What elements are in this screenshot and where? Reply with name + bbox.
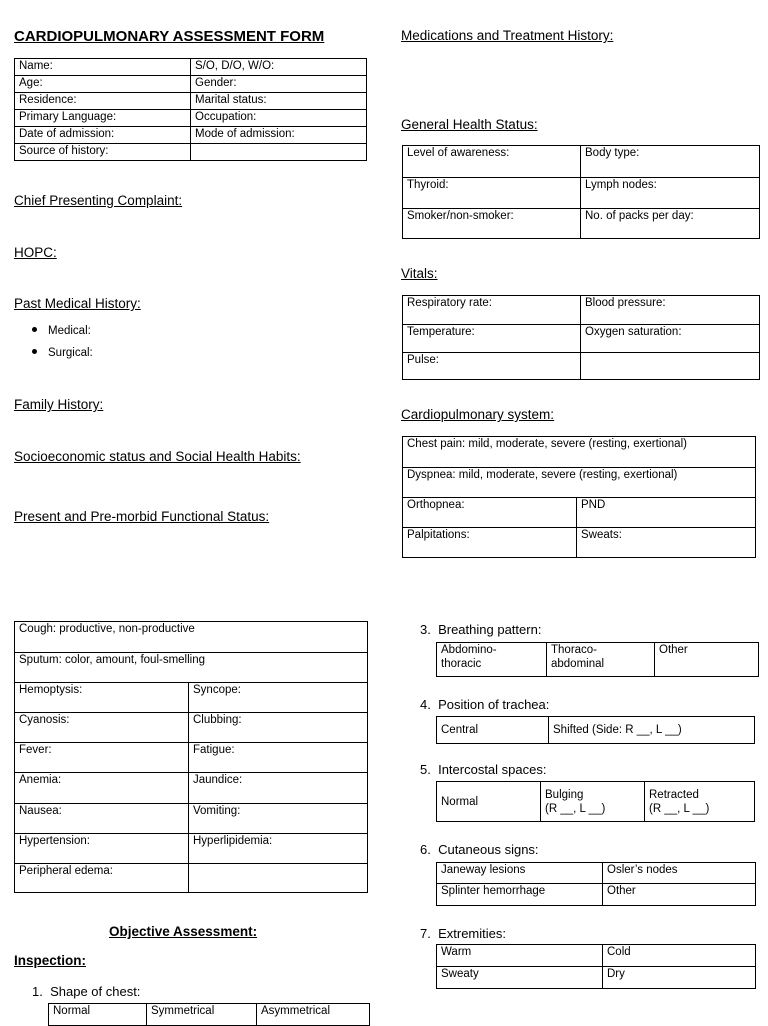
cyanosis-cell[interactable]: Cyanosis: (15, 713, 189, 743)
date-of-admission-cell[interactable]: Date of admission: (15, 127, 191, 144)
dyspnea-cell[interactable]: Dyspnea: mild, moderate, severe (resting, exertional) (403, 468, 756, 498)
pulse-cell[interactable]: Pulse: (403, 353, 581, 380)
extremities-label: 7. Extremities: (420, 926, 506, 941)
peripheral-edema-cell[interactable]: Peripheral edema: (15, 864, 189, 893)
symptoms-table (14, 621, 368, 893)
anemia-cell[interactable]: Anemia: (15, 773, 189, 804)
nausea-cell[interactable]: Nausea: (15, 804, 189, 834)
residence-cell[interactable]: Residence: (15, 93, 191, 110)
family-history-heading: Family History: (14, 397, 104, 412)
intercostal-spaces-label: 5. Intercostal spaces: (420, 762, 547, 777)
extremities-sweaty-option[interactable]: Sweaty (437, 967, 603, 989)
cardiopulmonary-system-heading: Cardiopulmonary system: (401, 407, 555, 422)
cutaneous-signs-table (436, 862, 756, 906)
pmh-medical-item: Medical: (32, 325, 91, 337)
marital-status-cell[interactable]: Marital status: (191, 93, 367, 110)
thyroid-cell[interactable]: Thyroid: (403, 178, 581, 209)
lymph-nodes-cell[interactable]: Lymph nodes: (581, 178, 760, 209)
clubbing-cell[interactable]: Clubbing: (189, 713, 368, 743)
name-cell[interactable]: Name: (15, 59, 191, 76)
age-cell[interactable]: Age: (15, 76, 191, 93)
oslers-nodes-option[interactable]: Osler’s nodes (603, 863, 756, 884)
oxygen-saturation-cell[interactable]: Oxygen saturation: (581, 325, 760, 353)
general-health-table (402, 145, 760, 239)
shape-of-chest-label: 1. Shape of chest: (32, 984, 141, 999)
breathing-pattern-label: 3. Breathing pattern: (420, 622, 542, 637)
empty-cell[interactable] (581, 353, 760, 380)
intercostal-retracted-option[interactable]: Retracted (R __, L __) (645, 782, 755, 822)
abdomino-thoracic-option[interactable]: Abdomino- thoracic (437, 643, 547, 677)
cough-cell[interactable]: Cough: productive, non-productive (15, 622, 368, 653)
bullet-icon (32, 327, 37, 332)
packs-per-day-cell[interactable]: No. of packs per day: (581, 209, 760, 239)
pmh-surgical-item: Surgical: (32, 347, 93, 359)
syncope-cell[interactable]: Syncope: (189, 683, 368, 713)
fatigue-cell[interactable]: Fatigue: (189, 743, 368, 773)
jaundice-cell[interactable]: Jaundice: (189, 773, 368, 804)
janeway-lesions-option[interactable]: Janeway lesions (437, 863, 603, 884)
body-type-cell[interactable]: Body type: (581, 146, 760, 178)
thoraco-abdominal-option[interactable]: Thoraco- abdominal (547, 643, 655, 677)
relation-cell[interactable]: S/O, D/O, W/O: (191, 59, 367, 76)
intercostal-bulging-option[interactable]: Bulging (R __, L __) (541, 782, 645, 822)
temperature-cell[interactable]: Temperature: (403, 325, 581, 353)
shape-normal-option[interactable]: Normal (49, 1004, 147, 1026)
blood-pressure-cell[interactable]: Blood pressure: (581, 296, 760, 325)
cutaneous-signs-label: 6. Cutaneous signs: (420, 842, 539, 857)
gender-cell[interactable]: Gender: (191, 76, 367, 93)
pnd-cell[interactable]: PND (577, 498, 756, 528)
past-medical-history-heading: Past Medical History: (14, 296, 141, 311)
vitals-table (402, 295, 760, 380)
intercostal-normal-option[interactable]: Normal (437, 782, 541, 822)
functional-status-heading: Present and Pre-morbid Functional Status: (14, 509, 270, 524)
medications-heading: Medications and Treatment History: (401, 28, 614, 43)
cardiopulmonary-table (402, 436, 756, 558)
bullet-icon (32, 349, 37, 354)
position-of-trachea-table (436, 716, 755, 744)
shape-of-chest-table (48, 1003, 370, 1026)
trachea-central-option[interactable]: Central (437, 717, 549, 744)
hyperlipidemia-cell[interactable]: Hyperlipidemia: (189, 834, 368, 864)
extremities-cold-option[interactable]: Cold (603, 945, 756, 967)
extremities-warm-option[interactable]: Warm (437, 945, 603, 967)
form-title: CARDIOPULMONARY ASSESSMENT FORM (14, 28, 325, 45)
hypertension-cell[interactable]: Hypertension: (15, 834, 189, 864)
shape-symmetrical-option[interactable]: Symmetrical (147, 1004, 257, 1026)
trachea-shifted-option[interactable]: Shifted (Side: R __, L __) (549, 717, 755, 744)
smoker-cell[interactable]: Smoker/non-smoker: (403, 209, 581, 239)
hopc-heading: HOPC: (14, 245, 57, 260)
position-of-trachea-label: 4. Position of trachea: (420, 697, 550, 712)
vitals-heading: Vitals: (401, 266, 438, 281)
shape-asymmetrical-option[interactable]: Asymmetrical (257, 1004, 370, 1026)
objective-assessment-heading: Objective Assessment: (109, 924, 258, 939)
palpitations-cell[interactable]: Palpitations: (403, 528, 577, 558)
vomiting-cell[interactable]: Vomiting: (189, 804, 368, 834)
patient-info-table (14, 58, 367, 161)
general-health-status-heading: General Health Status: (401, 117, 538, 132)
inspection-heading: Inspection: (14, 953, 87, 968)
level-of-awareness-cell[interactable]: Level of awareness: (403, 146, 581, 178)
source-of-history-cell[interactable]: Source of history: (15, 144, 191, 161)
chief-complaint-heading: Chief Presenting Complaint: (14, 193, 183, 208)
hemoptysis-cell[interactable]: Hemoptysis: (15, 683, 189, 713)
empty-cell[interactable] (191, 144, 367, 161)
fever-cell[interactable]: Fever: (15, 743, 189, 773)
socioeconomic-heading: Socioeconomic status and Social Health Habits: (14, 449, 301, 464)
cutaneous-other-option[interactable]: Other (603, 884, 756, 906)
orthopnea-cell[interactable]: Orthopnea: (403, 498, 577, 528)
extremities-dry-option[interactable]: Dry (603, 967, 756, 989)
mode-of-admission-cell[interactable]: Mode of admission: (191, 127, 367, 144)
breathing-other-option[interactable]: Other (655, 643, 759, 677)
empty-cell[interactable] (189, 864, 368, 893)
splinter-hemorrhage-option[interactable]: Splinter hemorrhage (437, 884, 603, 906)
chest-pain-cell[interactable]: Chest pain: mild, moderate, severe (resting, exertional) (403, 437, 756, 468)
breathing-pattern-table (436, 642, 759, 677)
extremities-table (436, 944, 756, 989)
occupation-cell[interactable]: Occupation: (191, 110, 367, 127)
sweats-cell[interactable]: Sweats: (577, 528, 756, 558)
sputum-cell[interactable]: Sputum: color, amount, foul-smelling (15, 653, 368, 683)
intercostal-spaces-table (436, 781, 755, 822)
primary-language-cell[interactable]: Primary Language: (15, 110, 191, 127)
respiratory-rate-cell[interactable]: Respiratory rate: (403, 296, 581, 325)
